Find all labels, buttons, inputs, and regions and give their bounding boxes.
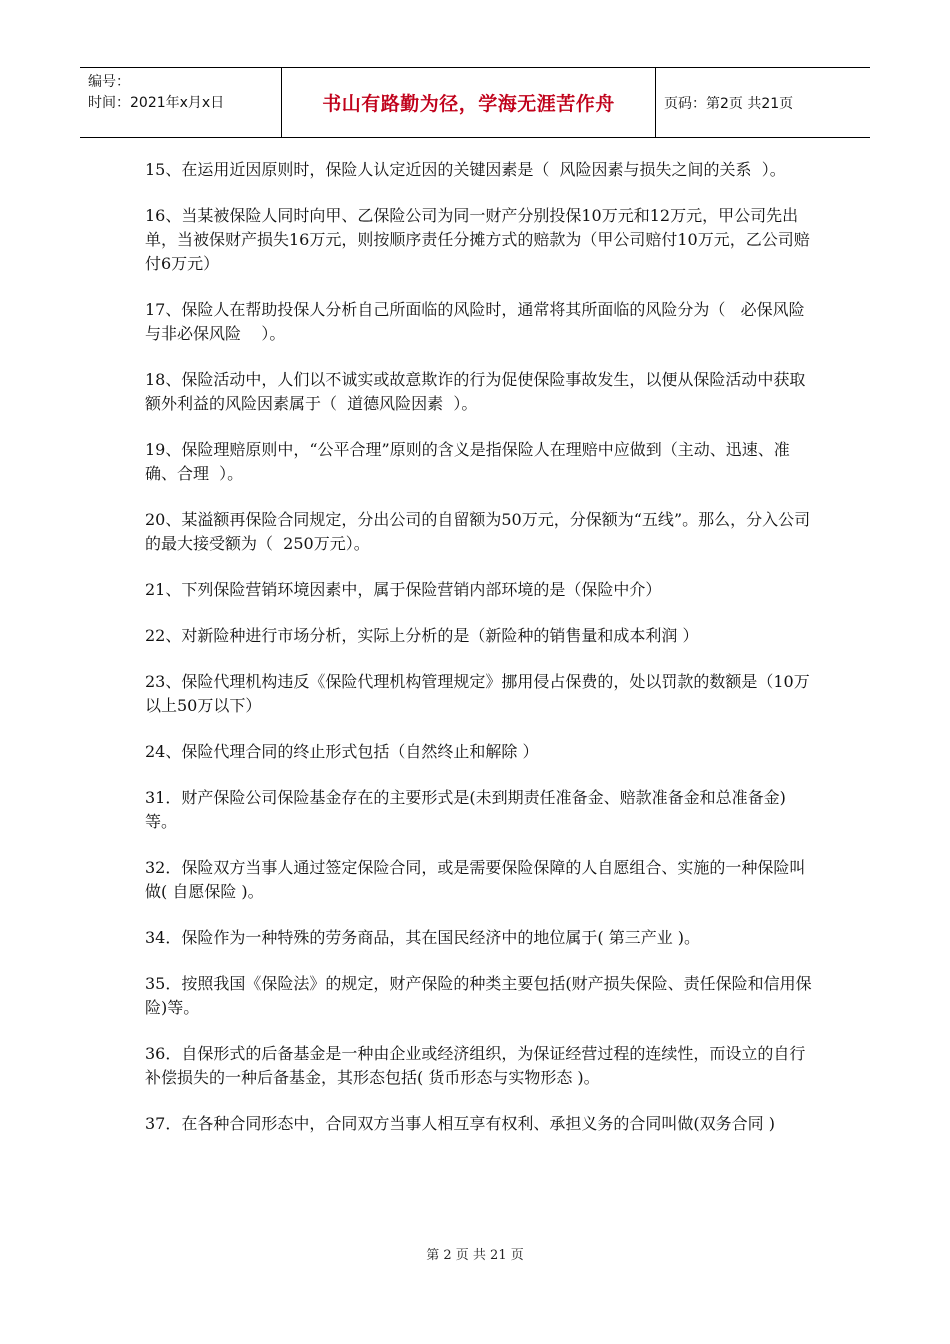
question-23: 23、保险代理机构违反《保险代理机构管理规定》挪用侵占保费的，处以罚款的数额是（10万以上50万以下） [145, 672, 810, 715]
question-17: 17、保险人在帮助投保人分析自己所面临的风险时，通常将其所面临的风险分为（ 必保风险与非必保风险 ）。 [145, 300, 805, 343]
question-35: 35．按照我国《保险法》的规定，财产保险的种类主要包括(财产损失保险、责任保险和信用保险)等。 [145, 974, 812, 1017]
document-number-label: 编号： [88, 74, 130, 90]
question-16: 16、当某被保险人同时向甲、乙保险公司为同一财产分别投保10万元和12万元，甲公司先出单，当被保财产损失16万元，则按顺序责任分摊方式的赔款为（甲公司赔付10万元，乙公司赔付6万元） [145, 206, 810, 273]
question-32: 32．保险双方当事人通过签定保险合同，或是需要保险保障的人自愿组合、实施的一种保险叫做( 自愿保险 )。 [145, 858, 806, 901]
header-page-info: 页码：第2页 共21页 [664, 95, 794, 112]
question-15: 15、在运用近因原则时，保险人认定近因的关键因素是（ 风险因素与损失之间的关系 ）。 [145, 160, 786, 179]
question-22: 22、对新险种进行市场分析，实际上分析的是（新险种的销售量和成本利润 ） [145, 626, 699, 645]
question-37: 37．在各种合同形态中，合同双方当事人相互享有权利、承担义务的合同叫做(双务合同 ) [145, 1114, 775, 1133]
question-36: 36．自保形式的后备基金是一种由企业或经济组织，为保证经营过程的连续性，而设立的自行补偿损失的一种后备基金，其形态包括( 货币形态与实物形态 )。 [145, 1044, 806, 1087]
header-meta [80, 68, 282, 137]
question-19: 19、保险理赔原则中，“公平合理”原则的含义是指保险人在理赔中应做到（主动、迅速、准确、合理 ）。 [145, 440, 790, 483]
header-motto: 书山有路勤为径，学海无涯苦作舟 [282, 68, 656, 137]
question-21: 21、下列保险营销环境因素中，属于保险营销内部环境的是（保险中介） [145, 580, 662, 599]
question-18: 18、保险活动中，人们以不诚实或故意欺诈的行为促使保险事故发生，以便从保险活动中获取额外利益的风险因素属于（ 道德风险因素 ）。 [145, 370, 806, 413]
question-34: 34．保险作为一种特殊的劳务商品，其在国民经济中的地位属于( 第三产业 )。 [145, 928, 701, 947]
page-header [80, 67, 870, 138]
document-time: 时间：2021年x月x日 [88, 95, 225, 111]
question-list [145, 158, 815, 1158]
question-31: 31．财产保险公司保险基金存在的主要形式是(未到期责任准备金、赔款准备金和总准备金)等。 [145, 788, 786, 831]
page-footer: 第 2 页 共 21 页 [426, 1248, 524, 1263]
question-20: 20、某溢额再保险合同规定，分出公司的自留额为50万元，分保额为“五线”。那么，分入公司的最大接受额为（ 250万元）。 [145, 510, 811, 553]
question-24: 24、保险代理合同的终止形式包括（自然终止和解除 ） [145, 742, 539, 761]
